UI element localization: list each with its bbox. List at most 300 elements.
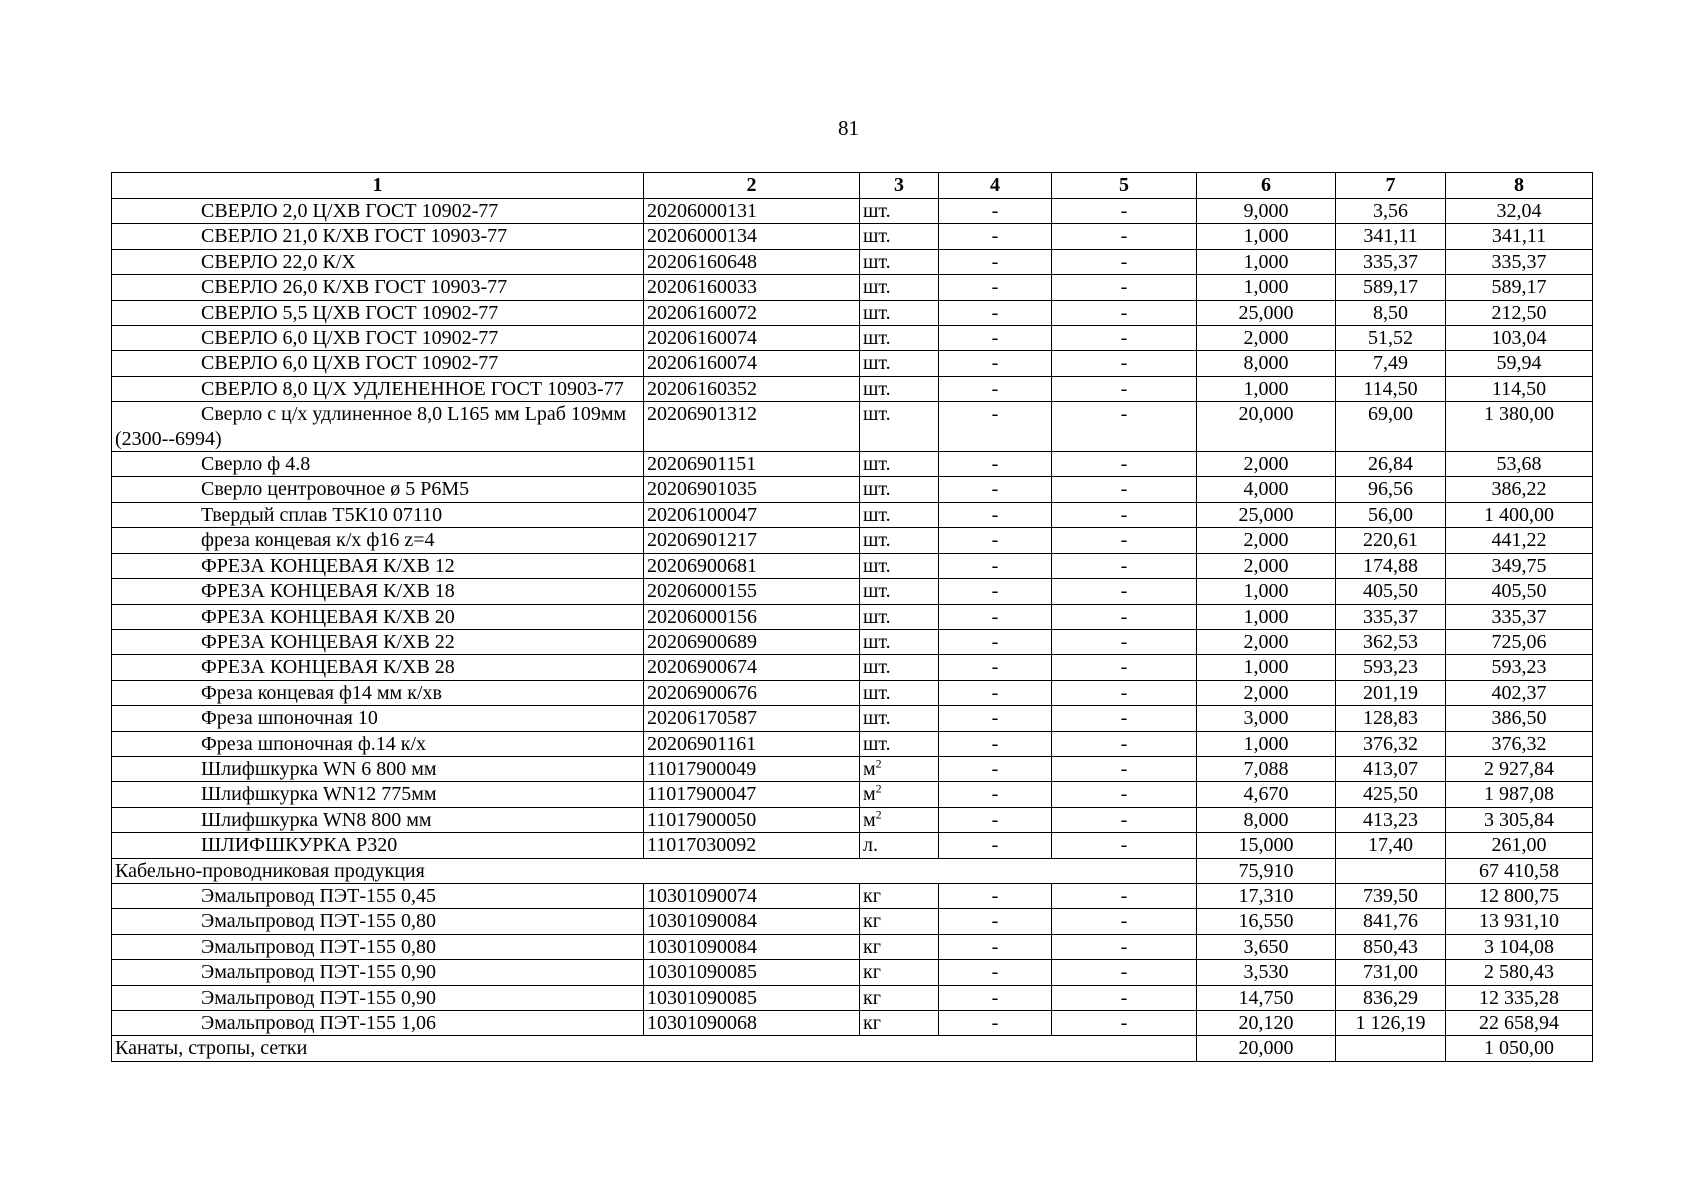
item-name: СВЕРЛО 21,0 К/ХВ ГОСТ 10903-77 [112,224,644,249]
item-code: 10301090068 [644,1011,860,1036]
col5-cell: - [1052,452,1197,477]
unit-cell [860,604,939,629]
sum-cell: 589,17 [1446,275,1593,300]
unit-cell [860,883,939,908]
price-cell: 56,00 [1336,502,1446,527]
sum-cell: 386,50 [1446,706,1593,731]
item-code: 20206000155 [644,579,860,604]
quantity-cell: 1,000 [1197,655,1336,680]
column-header: 3 [860,173,939,199]
unit-text: шт. [863,656,891,679]
sum-cell: 53,68 [1446,452,1593,477]
item-code: 11017900049 [644,756,860,781]
price-cell: 114,50 [1336,376,1446,401]
col5-cell: - [1052,807,1197,832]
quantity-cell: 14,750 [1197,985,1336,1010]
quantity-cell: 1,000 [1197,579,1336,604]
header-row [112,173,1593,199]
col4-cell: - [939,985,1052,1010]
unit-text: шт. [863,453,891,476]
table-row [112,376,1593,401]
table-row [112,351,1593,376]
table-row [112,502,1593,527]
quantity-cell: 17,310 [1197,883,1336,908]
quantity-cell: 8,000 [1197,807,1336,832]
quantity-cell: 75,910 [1197,858,1336,883]
quantity-cell: 20,000 [1197,1036,1336,1061]
quantity-cell: 2,000 [1197,326,1336,351]
col5-cell: - [1052,579,1197,604]
item-name: ФРЕЗА КОНЦЕВАЯ К/ХВ 18 [112,579,644,604]
col4-cell: - [939,680,1052,705]
col4-cell: - [939,579,1052,604]
col5-cell: - [1052,655,1197,680]
col4-cell: - [939,706,1052,731]
sum-cell: 2 927,84 [1446,756,1593,781]
unit-superscript: 2 [875,756,882,771]
table-row [112,326,1593,351]
price-cell [1336,1036,1446,1061]
price-cell: 739,50 [1336,883,1446,908]
unit-text: шт. [863,681,891,704]
col4-cell: - [939,249,1052,274]
item-name: Сверло с ц/х удлиненное 8,0 L165 мм Lраб 109мм (2300--6994) [112,402,644,452]
sum-cell: 335,37 [1446,604,1593,629]
item-name: ФРЕЗА КОНЦЕВАЯ К/ХВ 20 [112,604,644,629]
col4-cell: - [939,477,1052,502]
col4-cell: - [939,833,1052,858]
unit-text: шт. [863,352,891,375]
item-code: 10301090085 [644,960,860,985]
item-code: 20206901151 [644,452,860,477]
item-code: 20206901217 [644,528,860,553]
item-name: Эмальпровод ПЭТ-155 1,06 [112,1011,644,1036]
col4-cell: - [939,1011,1052,1036]
sum-cell: 22 658,94 [1446,1011,1593,1036]
item-code: 20206000156 [644,604,860,629]
col4-cell: - [939,199,1052,224]
col4-cell: - [939,376,1052,401]
col4-cell: - [939,528,1052,553]
price-cell: 8,50 [1336,300,1446,325]
table-row [112,402,1593,452]
price-cell: 405,50 [1336,579,1446,604]
unit-text: м [863,808,876,831]
item-name: Фреза шпоночная ф.14 к/х [112,731,644,756]
unit-cell [860,376,939,401]
quantity-cell: 16,550 [1197,909,1336,934]
col4-cell: - [939,326,1052,351]
unit-cell [860,402,939,452]
price-cell: 836,29 [1336,985,1446,1010]
sum-cell: 261,00 [1446,833,1593,858]
price-cell: 362,53 [1336,629,1446,654]
col5-cell: - [1052,275,1197,300]
item-code: 20206160074 [644,351,860,376]
col4-cell: - [939,731,1052,756]
sum-cell: 349,75 [1446,553,1593,578]
col5-cell: - [1052,731,1197,756]
unit-cell [860,833,939,858]
sum-cell: 341,11 [1446,224,1593,249]
unit-cell [860,452,939,477]
price-cell: 201,19 [1336,680,1446,705]
sum-cell: 67 410,58 [1446,858,1593,883]
unit-text: л. [863,834,878,857]
price-cell: 413,07 [1336,756,1446,781]
item-code: 10301090074 [644,883,860,908]
table-row [112,756,1593,781]
unit-text: шт. [863,250,891,273]
price-cell: 425,50 [1336,782,1446,807]
unit-cell [860,655,939,680]
sum-cell: 335,37 [1446,249,1593,274]
item-code: 11017030092 [644,833,860,858]
quantity-cell: 1,000 [1197,376,1336,401]
unit-cell [860,528,939,553]
sum-cell: 12 335,28 [1446,985,1593,1010]
unit-text: кг [863,961,881,984]
unit-text: шт. [863,478,891,501]
sum-cell: 441,22 [1446,528,1593,553]
item-code: 20206901312 [644,402,860,452]
table-row [112,629,1593,654]
unit-text: шт. [863,200,891,222]
col4-cell: - [939,756,1052,781]
price-cell: 96,56 [1336,477,1446,502]
sum-cell: 32,04 [1446,199,1593,224]
col5-cell: - [1052,249,1197,274]
col4-cell: - [939,402,1052,452]
col5-cell: - [1052,680,1197,705]
unit-superscript: 2 [875,781,882,796]
quantity-cell: 2,000 [1197,528,1336,553]
col4-cell: - [939,629,1052,654]
item-name: Фреза шпоночная 10 [112,706,644,731]
item-name: Сверло центровочное ø 5 Р6М5 [112,477,644,502]
item-code: 10301090085 [644,985,860,1010]
table-row [112,655,1593,680]
col5-cell: - [1052,376,1197,401]
quantity-cell: 4,000 [1197,477,1336,502]
quantity-cell: 3,000 [1197,706,1336,731]
unit-text: шт. [863,605,891,628]
col5-cell: - [1052,604,1197,629]
table-row [112,883,1593,908]
item-name: СВЕРЛО 6,0 Ц/ХВ ГОСТ 10902-77 [112,351,644,376]
category-row [112,1036,1593,1061]
table-row [112,706,1593,731]
unit-text: шт. [863,529,891,552]
unit-cell [860,502,939,527]
quantity-cell: 9,000 [1197,199,1336,224]
quantity-cell: 15,000 [1197,833,1336,858]
col5-cell: - [1052,833,1197,858]
unit-text: шт. [863,301,891,324]
item-code: 20206901161 [644,731,860,756]
sum-cell: 3 104,08 [1446,934,1593,959]
item-name: ФРЕЗА КОНЦЕВАЯ К/ХВ 22 [112,629,644,654]
unit-text: шт. [863,503,891,526]
col4-cell: - [939,934,1052,959]
quantity-cell: 8,000 [1197,351,1336,376]
item-code: 20206160033 [644,275,860,300]
item-name: СВЕРЛО 6,0 Ц/ХВ ГОСТ 10902-77 [112,326,644,351]
unit-cell [860,680,939,705]
quantity-cell: 2,000 [1197,680,1336,705]
price-cell [1336,858,1446,883]
unit-cell [860,782,939,807]
unit-text: кг [863,910,881,933]
item-name: Шлифшкурка WN12 775мм [112,782,644,807]
category-row [112,858,1593,883]
price-cell: 589,17 [1336,275,1446,300]
col4-cell: - [939,452,1052,477]
table-row [112,249,1593,274]
item-code: 20206160648 [644,249,860,274]
col4-cell: - [939,909,1052,934]
item-code: 11017900050 [644,807,860,832]
item-name: Эмальпровод ПЭТ-155 0,45 [112,883,644,908]
item-code: 11017900047 [644,782,860,807]
sum-cell: 405,50 [1446,579,1593,604]
sum-cell: 376,32 [1446,731,1593,756]
unit-text: шт. [863,630,891,653]
price-cell: 335,37 [1336,604,1446,629]
price-cell: 51,52 [1336,326,1446,351]
item-code: 20206160072 [644,300,860,325]
col4-cell: - [939,275,1052,300]
unit-cell [860,199,939,224]
quantity-cell: 1,000 [1197,604,1336,629]
unit-cell [860,477,939,502]
item-name: ФРЕЗА КОНЦЕВАЯ К/ХВ 28 [112,655,644,680]
quantity-cell: 7,088 [1197,756,1336,781]
item-name: СВЕРЛО 22,0 К/Х [112,249,644,274]
col5-cell: - [1052,402,1197,452]
col5-cell: - [1052,706,1197,731]
item-code: 20206900674 [644,655,860,680]
table-row [112,985,1593,1010]
unit-text: шт. [863,276,891,299]
col5-cell: - [1052,300,1197,325]
col5-cell: - [1052,199,1197,224]
price-cell: 593,23 [1336,655,1446,680]
price-cell: 841,76 [1336,909,1446,934]
quantity-cell: 1,000 [1197,275,1336,300]
price-cell: 850,43 [1336,934,1446,959]
price-cell: 26,84 [1336,452,1446,477]
table-row [112,275,1593,300]
quantity-cell: 20,120 [1197,1011,1336,1036]
page-number: 81 [838,116,859,140]
sum-cell: 386,22 [1446,477,1593,502]
unit-text: кг [863,1012,881,1034]
item-name: Твердый сплав Т5К10 07110 [112,502,644,527]
item-name: ШЛИФШКУРКА Р320 [112,833,644,858]
unit-text: шт. [863,732,891,755]
col5-cell: - [1052,782,1197,807]
unit-cell [860,960,939,985]
col5-cell: - [1052,756,1197,781]
sum-cell: 212,50 [1446,300,1593,325]
quantity-cell: 4,670 [1197,782,1336,807]
item-name: Эмальпровод ПЭТ-155 0,80 [112,909,644,934]
item-code: 20206160074 [644,326,860,351]
column-header: 5 [1052,173,1197,199]
item-name: СВЕРЛО 8,0 Ц/Х УДЛЕНЕННОЕ ГОСТ 10903-77 [112,376,644,401]
col5-cell: - [1052,960,1197,985]
quantity-cell: 2,000 [1197,553,1336,578]
item-code: 20206900681 [644,553,860,578]
col5-cell: - [1052,528,1197,553]
col4-cell: - [939,502,1052,527]
col5-cell: - [1052,326,1197,351]
sum-cell: 1 987,08 [1446,782,1593,807]
item-code: 20206000134 [644,224,860,249]
price-cell: 69,00 [1336,402,1446,452]
col4-cell: - [939,655,1052,680]
price-cell: 7,49 [1336,351,1446,376]
quantity-cell: 2,000 [1197,629,1336,654]
quantity-cell: 25,000 [1197,300,1336,325]
unit-text: шт. [863,707,891,730]
col5-cell: - [1052,909,1197,934]
col5-cell: - [1052,351,1197,376]
col5-cell: - [1052,629,1197,654]
table-body [112,199,1593,1062]
item-name: Сверло ф 4.8 [112,452,644,477]
unit-cell [860,300,939,325]
column-header: 2 [644,173,860,199]
table-row [112,680,1593,705]
unit-cell [860,756,939,781]
item-name: Шлифшкурка WN 6 800 мм [112,756,644,781]
inventory-table [111,172,1593,1062]
unit-text: м [863,757,876,780]
col5-cell: - [1052,553,1197,578]
col5-cell: - [1052,985,1197,1010]
table-row [112,579,1593,604]
price-cell: 341,11 [1336,224,1446,249]
table-row [112,782,1593,807]
table-row [112,833,1593,858]
table-row [112,807,1593,832]
col5-cell: - [1052,502,1197,527]
price-cell: 3,56 [1336,199,1446,224]
unit-text: кг [863,935,881,958]
price-cell: 731,00 [1336,960,1446,985]
item-code: 10301090084 [644,909,860,934]
unit-cell [860,579,939,604]
quantity-cell: 3,650 [1197,934,1336,959]
sum-cell: 114,50 [1446,376,1593,401]
table-row [112,199,1593,224]
col5-cell: - [1052,1011,1197,1036]
col4-cell: - [939,351,1052,376]
table-row [112,477,1593,502]
sum-cell: 13 931,10 [1446,909,1593,934]
quantity-cell: 1,000 [1197,224,1336,249]
table-row [112,909,1593,934]
table-row [112,224,1593,249]
table-row [112,300,1593,325]
sum-cell: 725,06 [1446,629,1593,654]
item-name: Эмальпровод ПЭТ-155 0,90 [112,960,644,985]
col5-cell: - [1052,477,1197,502]
price-cell: 220,61 [1336,528,1446,553]
unit-cell [860,629,939,654]
column-header: 6 [1197,173,1336,199]
item-code: 10301090084 [644,934,860,959]
col4-cell: - [939,883,1052,908]
sum-cell: 402,37 [1446,680,1593,705]
price-cell: 174,88 [1336,553,1446,578]
quantity-cell: 2,000 [1197,452,1336,477]
column-header: 4 [939,173,1052,199]
category-name: Кабельно-проводниковая продукция [112,858,1197,883]
table-row [112,604,1593,629]
item-name: фреза концевая к/х ф16 z=4 [112,528,644,553]
unit-text: шт. [863,403,891,426]
col5-cell: - [1052,883,1197,908]
unit-cell [860,985,939,1010]
item-name: СВЕРЛО 2,0 Ц/ХВ ГОСТ 10902-77 [112,199,644,224]
col4-cell: - [939,807,1052,832]
sum-cell: 59,94 [1446,351,1593,376]
quantity-cell: 20,000 [1197,402,1336,452]
item-code: 20206100047 [644,502,860,527]
unit-cell [860,706,939,731]
col4-cell: - [939,604,1052,629]
item-code: 20206900676 [644,680,860,705]
unit-text: кг [863,986,881,1009]
item-name: Эмальпровод ПЭТ-155 0,80 [112,934,644,959]
unit-cell [860,909,939,934]
unit-cell [860,351,939,376]
table-row [112,452,1593,477]
item-name: Шлифшкурка WN8 800 мм [112,807,644,832]
unit-cell [860,1011,939,1036]
unit-text: шт. [863,554,891,577]
item-code: 20206900689 [644,629,860,654]
price-cell: 376,32 [1336,731,1446,756]
column-header: 7 [1336,173,1446,199]
col5-cell: - [1052,934,1197,959]
column-header: 8 [1446,173,1593,199]
price-cell: 335,37 [1336,249,1446,274]
price-cell: 128,83 [1336,706,1446,731]
col4-cell: - [939,553,1052,578]
unit-cell [860,807,939,832]
item-name: СВЕРЛО 5,5 Ц/ХВ ГОСТ 10902-77 [112,300,644,325]
sum-cell: 1 380,00 [1446,402,1593,452]
sum-cell: 593,23 [1446,655,1593,680]
col4-cell: - [939,960,1052,985]
item-name: Эмальпровод ПЭТ-155 0,90 [112,985,644,1010]
unit-text: шт. [863,377,891,400]
item-name: ФРЕЗА КОНЦЕВАЯ К/ХВ 12 [112,553,644,578]
unit-superscript: 2 [875,807,882,822]
quantity-cell: 25,000 [1197,502,1336,527]
sum-cell: 12 800,75 [1446,883,1593,908]
table-row [112,731,1593,756]
item-code: 20206000131 [644,199,860,224]
unit-text: шт. [863,327,891,350]
unit-text: кг [863,884,881,907]
table-row [112,1011,1593,1036]
item-code: 20206170587 [644,706,860,731]
